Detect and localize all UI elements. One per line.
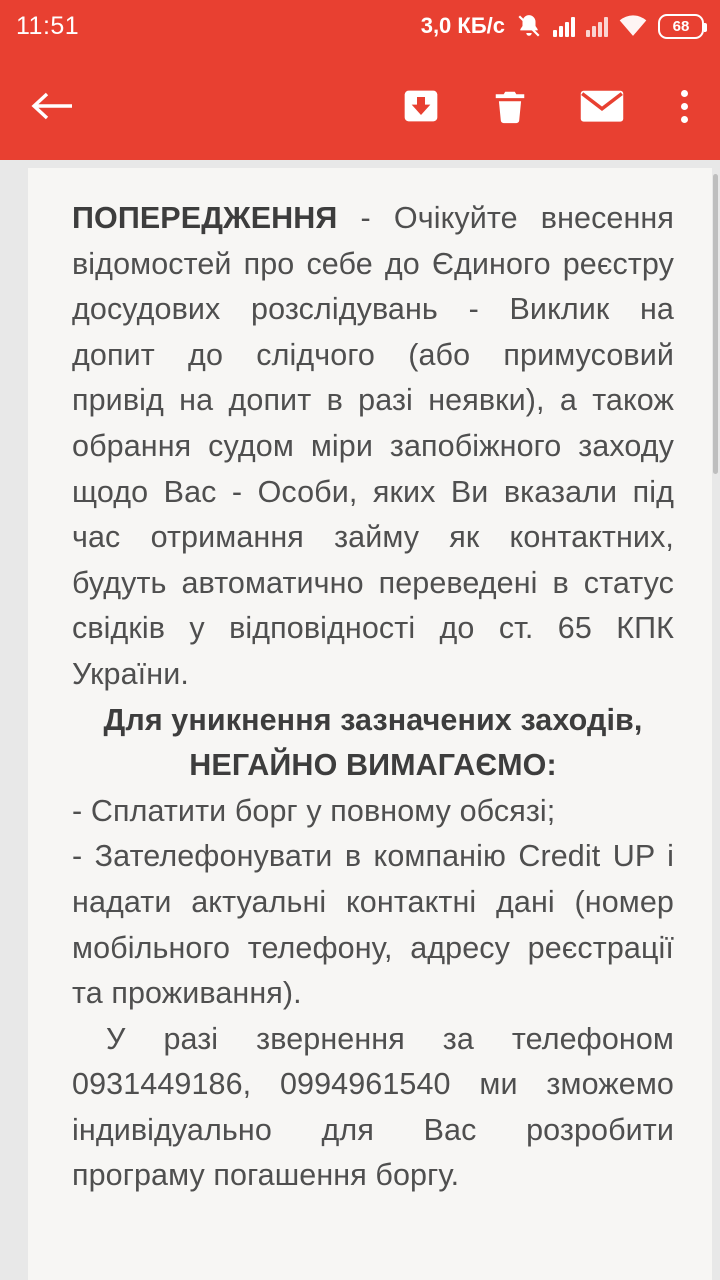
warning-paragraph [72,196,674,698]
network-speed-label: 3,0 КБ/с [420,13,505,38]
battery-icon [658,14,704,39]
more-vertical-icon[interactable] [675,90,694,123]
mail-body-scroll[interactable] [0,160,720,1280]
mail-message-text [72,196,674,1199]
signal-bars-secondary-icon [586,15,608,37]
status-clock: 11:51 [16,11,80,40]
arrow-back-icon[interactable] [22,89,82,123]
battery-percent-label: 68 [672,17,690,35]
demand-bullet-2: - Зателефонувати в компанію Credit UP і надати актуальні контактні дані (номер мобільного телефону, адресу реєстрації та проживання). [72,839,674,1011]
warning-label: ПОПЕРЕДЖЕННЯ [72,201,338,235]
status-bar [0,0,720,52]
warning-body: - Очікуйте внесення відомостей про себе до Єдиного реєстру досудових розслідувань - Виклик на допит до слідчого (або примусовий привід на допит в разі неявки), а також обрання судом міри запобіжного заходу щодо Вас - Особи, яких Ви вказали під час отримання займу як контактних, будуть автоматично переведені в статус свідків у відповідності до ст. 65 КПК України. [72,201,674,691]
envelope-icon[interactable] [579,86,625,126]
mail-action-bar [0,52,720,160]
demand-bullet-1: - Сплатити борг у повному обсязі; [72,793,556,828]
contact-paragraph: У разі звернення за телефоном 0931449186, 0994961540 ми зможемо індивідуально для Вас розробити програму погашення боргу. [72,1021,674,1193]
vertical-scrollbar[interactable] [713,174,718,474]
wifi-icon [619,15,647,37]
trash-icon[interactable] [491,86,529,126]
archive-icon[interactable] [401,86,441,126]
signal-bars-icon [553,15,575,37]
mute-bell-icon [516,13,542,39]
demand-heading: Для уникнення зазначених заходів, НЕГАЙНО ВИМАГАЄМО: [103,702,643,783]
status-icons [421,13,704,39]
mail-message-card [28,168,712,1280]
